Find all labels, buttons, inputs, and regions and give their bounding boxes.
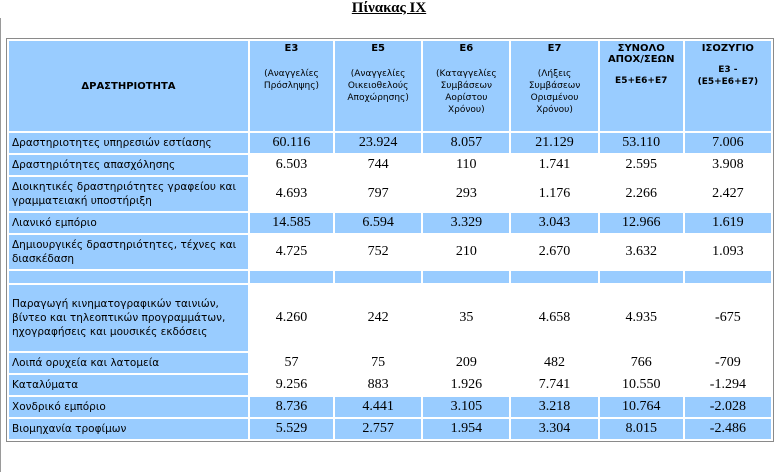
row-activity: Δραστηριοτητες υπηρεσιών εστίασης <box>9 133 248 153</box>
header-e7-code: Ε7 <box>547 43 562 54</box>
cell-e3: 57 <box>250 353 333 373</box>
cell-e5: 797 <box>335 177 421 211</box>
cell-e5: 75 <box>335 353 421 373</box>
header-e6 <box>423 41 509 131</box>
cell-balance: -2.486 <box>685 419 771 439</box>
cell-e6: 209 <box>423 353 509 373</box>
cell-e7: 1.741 <box>511 155 597 175</box>
cell-e5: 752 <box>335 235 421 269</box>
cell-e5: 6.594 <box>335 213 421 233</box>
header-balance <box>685 41 771 131</box>
row-activity: Λοιπά ορυχεία και λατομεία <box>9 353 248 373</box>
header-e5 <box>335 41 421 131</box>
table-row <box>9 397 771 417</box>
cell-e3: 4.693 <box>250 177 333 211</box>
table-row <box>9 375 771 395</box>
cell-e5: 744 <box>335 155 421 175</box>
cell-e6: 1.926 <box>423 375 509 395</box>
cell-e6: 8.057 <box>423 133 509 153</box>
cell-total: 2.266 <box>600 177 683 211</box>
cell-balance: -1.294 <box>685 375 771 395</box>
header-balance-desc: Ε3 - (Ε5+Ε6+Ε7) <box>697 65 759 87</box>
table-row <box>9 419 771 439</box>
cell-balance: 1.619 <box>685 213 771 233</box>
table-row <box>9 155 771 175</box>
table-row <box>9 177 771 211</box>
header-total-code: ΣΥΝΟΛΟ ΑΠΟΧ/ΣΕΩΝ <box>607 43 675 65</box>
cell-e3: 5.529 <box>250 419 333 439</box>
header-e7-desc: (Λήξεις Συμβάσεων Ορισμένου Χρόνου) <box>528 69 581 115</box>
cell-e7: 482 <box>511 353 597 373</box>
row-activity: Καταλύματα <box>9 375 248 395</box>
cell-e6: 3.105 <box>423 397 509 417</box>
cell-e7: 21.129 <box>511 133 597 153</box>
cell-balance: 2.427 <box>685 177 771 211</box>
header-activity: ΔΡΑΣΤΗΡΙΟΤΗΤΑ <box>9 41 248 131</box>
cell-e5: 242 <box>335 285 421 351</box>
header-e5-desc: (Αναγγελίες Οικειοθελούς Αποχώρησης) <box>347 69 409 103</box>
cell-total: 766 <box>600 353 683 373</box>
cell-e6: 1.954 <box>423 419 509 439</box>
header-total-desc: Ε5+Ε6+Ε7 <box>615 76 668 86</box>
cell-balance: -675 <box>685 285 771 351</box>
cell-balance: -709 <box>685 353 771 373</box>
separator-row <box>9 271 771 283</box>
row-activity: Δραστηριότητες απασχόλησης <box>9 155 248 175</box>
header-e7 <box>511 41 597 131</box>
cell-total: 4.935 <box>600 285 683 351</box>
header-e3 <box>250 41 333 131</box>
row-activity: Βιομηχανία τροφίμων <box>9 419 248 439</box>
cell-e5: 23.924 <box>335 133 421 153</box>
table-row <box>9 353 771 373</box>
cell-e3: 6.503 <box>250 155 333 175</box>
cell-e3: 8.736 <box>250 397 333 417</box>
cell-e7: 2.670 <box>511 235 597 269</box>
cell-e5: 2.757 <box>335 419 421 439</box>
cell-e3: 9.256 <box>250 375 333 395</box>
cell-total: 10.764 <box>600 397 683 417</box>
table-row <box>9 213 771 233</box>
cell-e7: 3.304 <box>511 419 597 439</box>
cell-balance: 7.006 <box>685 133 771 153</box>
header-e5-code: Ε5 <box>371 43 385 54</box>
cell-e6: 35 <box>423 285 509 351</box>
row-activity: Λιανικό εμπόριο <box>9 213 248 233</box>
header-row <box>9 41 771 131</box>
cell-total: 53.110 <box>600 133 683 153</box>
cell-e3: 14.585 <box>250 213 333 233</box>
cell-e5: 4.441 <box>335 397 421 417</box>
cell-e6: 110 <box>423 155 509 175</box>
header-e6-desc: (Καταγγελίες Συμβάσεων Αορίστου Χρόνου) <box>435 69 497 115</box>
cell-total: 3.632 <box>600 235 683 269</box>
cell-e7: 4.658 <box>511 285 597 351</box>
data-table <box>6 38 774 442</box>
cell-e7: 3.043 <box>511 213 597 233</box>
cell-total: 12.966 <box>600 213 683 233</box>
table-row <box>9 235 771 269</box>
cell-e7: 7.741 <box>511 375 597 395</box>
cell-e6: 3.329 <box>423 213 509 233</box>
cell-total: 8.015 <box>600 419 683 439</box>
row-activity: Διοικητικές δραστηριότητες γραφείου και γραμματειακή υποστήριξη <box>9 177 248 211</box>
cell-e3: 4.260 <box>250 285 333 351</box>
cell-e5: 883 <box>335 375 421 395</box>
header-balance-code: ΙΣΟΖΥΓΙΟ <box>701 43 754 54</box>
cell-total: 2.595 <box>600 155 683 175</box>
cell-e3: 60.116 <box>250 133 333 153</box>
cell-e7: 3.218 <box>511 397 597 417</box>
cell-e7: 1.176 <box>511 177 597 211</box>
cell-balance: 1.093 <box>685 235 771 269</box>
table-row <box>9 133 771 153</box>
cell-e6: 210 <box>423 235 509 269</box>
table-title: Πίνακας ΙΧ <box>351 0 427 16</box>
cell-balance: -2.028 <box>685 397 771 417</box>
cell-e3: 4.725 <box>250 235 333 269</box>
row-activity: Χονδρικό εμπόριο <box>9 397 248 417</box>
row-activity: Δημιουργικές δραστηριότητες, τέχνες και διασκέδαση <box>9 235 248 269</box>
header-e6-code: Ε6 <box>459 43 474 54</box>
header-e3-code: Ε3 <box>284 43 299 54</box>
table-row <box>9 285 771 351</box>
header-total <box>600 41 683 131</box>
cell-total: 10.550 <box>600 375 683 395</box>
cell-balance: 3.908 <box>685 155 771 175</box>
row-activity: Παραγωγή κινηματογραφικών ταινιών, βίντεο και τηλεοπτικών προγραμμάτων, ηχογραφήσεις και μουσικές εκδόσεις <box>9 285 248 351</box>
header-e3-desc: (Αναγγελίες Πρόσληψης) <box>263 69 320 91</box>
cell-e6: 293 <box>423 177 509 211</box>
